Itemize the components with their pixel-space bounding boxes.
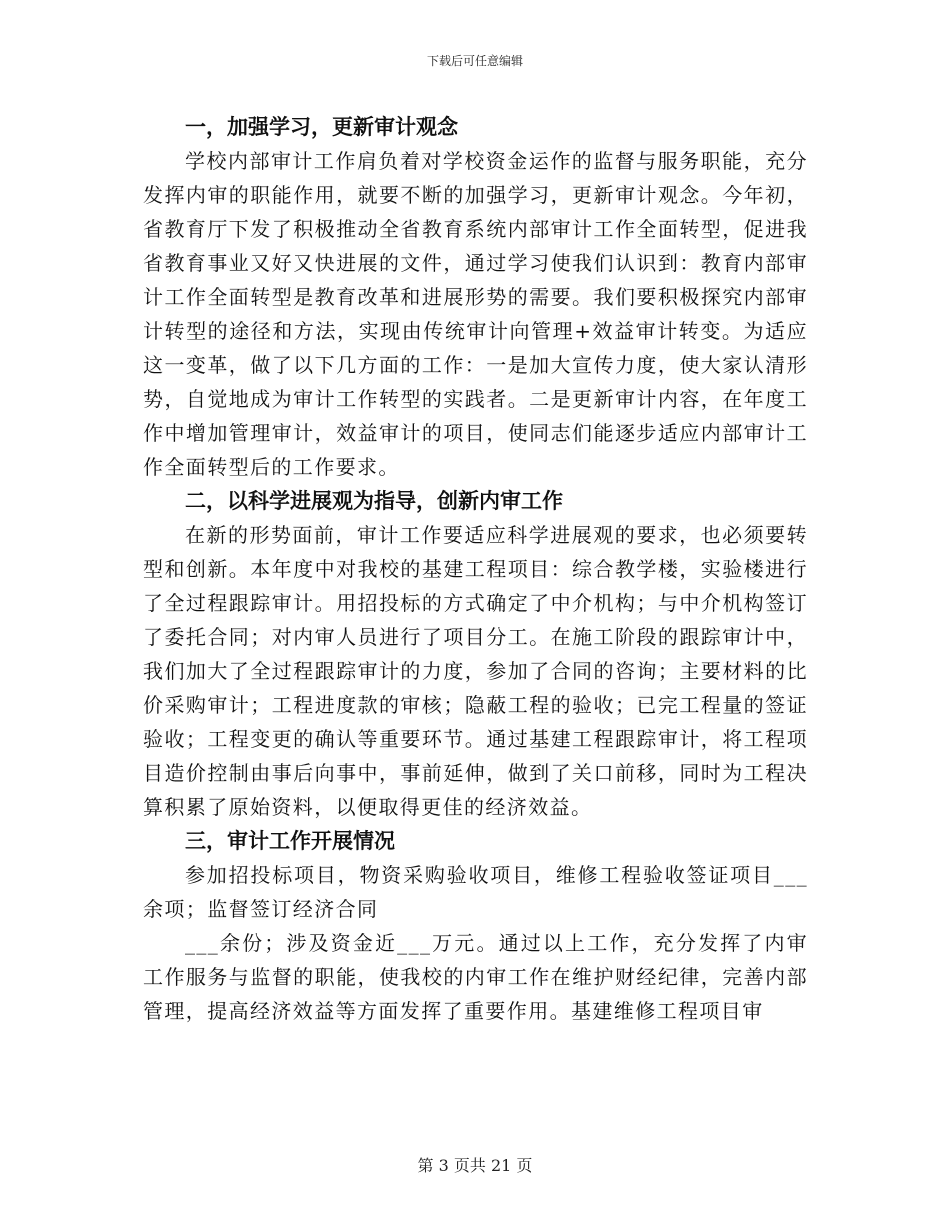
section-2-paragraph: 在新的形势面前，审计工作要适应科学进展观的要求，也必须要转型和创新。本年度中对我校的基建工程项目：综合教学楼，实验楼进行了全过程跟踪审计。用招投标的方式确定了中介机构；与中介机构签订了委托合同；对内审人员进行了项目分工。在施工阶段的跟踪审计中，我们加大了全过程跟踪审计的力度，参加了合同的咨询；主要材料的比价采购审计；工程进度款的审核；隐蔽工程的验收；已完工程量的签证验收；工程变更的确认等重要环节。通过基建工程跟踪审计，将工程项目造价控制由事后向事中，事前延伸，做到了关口前移，同时为工程决算积累了原始资料，以便取得更佳的经济效益。 [143, 523, 808, 819]
section-3-paragraph-1: 参加招投标项目，物资采购验收项目，维修工程验收签证项目___余项；监督签订经济合同 [143, 863, 808, 921]
page-number: 第 3 页共 21 页 [417, 1156, 533, 1175]
section-heading-1: 一，加强学习，更新审计观念 [185, 114, 458, 139]
section-3-paragraph-2: ___余份；涉及资金近___万元。通过以上工作，充分发挥了内审工作服务与监督的职能，使我校的内审工作在维护财经纪律，完善内部管理，提高经济效益等方面发挥了重要作用。基建维修工程项目审 [143, 931, 808, 1023]
section-heading-3: 三，审计工作开展情况 [185, 828, 395, 853]
page-header: 下载后可任意编辑 [426, 54, 523, 68]
section-1-paragraph: 学校内部审计工作肩负着对学校资金运作的监督与服务职能，充分发挥内审的职能作用，就要不断的加强学习，更新审计观念。今年初，省教育厅下发了积极推动全省教育系统内部审计工作全面转型，促进我省教育事业又好又快进展的文件，通过学习使我们认识到：教育内部审计工作全面转型是教育改革和进展形势的需要。我们要积极探究内部审计转型的途径和方法，实现由传统审计向管理+效益审计转变。为适应这一变革，做了以下几方面的工作：一是加大宣传力度，使大家认清形势，自觉地成为审计工作转型的实践者。二是更新审计内容，在年度工作中增加管理审计，效益审计的项目，使同志们能逐步适应内部审计工作全面转型后的工作要求。 [143, 149, 808, 479]
document-body [143, 110, 808, 1028]
section-heading-2: 二，以科学进展观为指导，创新内审工作 [185, 488, 563, 513]
